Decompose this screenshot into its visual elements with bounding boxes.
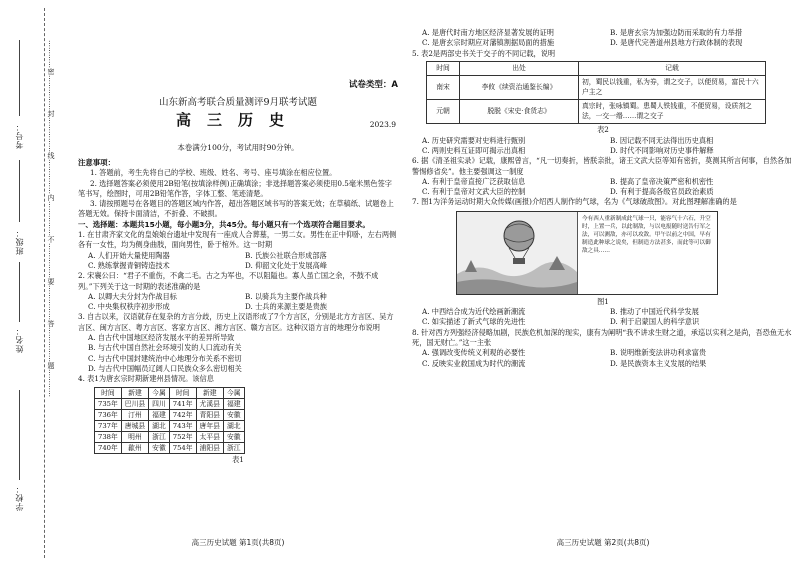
notice-1: 1. 答题前，考生先将自己的学校、班级、姓名、考号、座号填涂在相应位置。 — [90, 168, 337, 178]
binding-strip — [0, 0, 66, 566]
balloon-illustration — [457, 212, 577, 294]
figure-1-caption: 图1 — [597, 296, 609, 306]
table-1-header — [95, 387, 245, 398]
table-cell: 南宋 — [427, 76, 460, 100]
page-2 — [412, 0, 794, 566]
q2-option-a[interactable]: A. 以卿大夫分封为作战目标 — [88, 291, 177, 301]
q2-option-d[interactable]: D. 士兵的来源主要是贵族 — [245, 302, 327, 312]
q3-options — [78, 333, 398, 374]
q1-stem: 1. 在甘肃齐家文化的皇娘娘台遗址中发现有一座成人合葬墓，一男二女。男性在正中仰卧，左右两侧各有一女性，均为侧身曲肢，面向男性，卧于棺外。这一时期 — [78, 230, 397, 250]
t2-h-time: 时间 — [427, 61, 460, 76]
page-1-body — [78, 158, 398, 465]
q4-option-d[interactable]: D. 是唐代完善道州县地方行政体制的表现 — [610, 38, 743, 48]
exam-date: 2023.9 — [369, 120, 396, 129]
q1-options — [78, 251, 398, 272]
q3-option-b[interactable]: B. 与古代中国自然社会环境引发的人口流动有关 — [88, 343, 242, 353]
table-row — [95, 420, 245, 431]
q7-option-a[interactable]: A. 中西结合成为近代绘画新潮流 — [422, 307, 526, 317]
table-cell: 737年 — [95, 420, 122, 431]
q3-stem: 3. 自古以来，汉语就存在复杂的方言分歧，历史上汉语形成了7个方言区，分别是北方方言区、吴方言区、闽方言区、粤方言区、客家方言区、湘方言区、赣方言区。这种汉语方言的地理分布说明 — [78, 312, 394, 332]
table-cell: 743年 — [169, 420, 196, 431]
page-2-body — [412, 28, 794, 369]
table-cell: 李攸《续资治通鉴长编》 — [460, 76, 579, 100]
q5-option-a[interactable]: A. 历史研究需要对史料进行甄别 — [422, 135, 526, 145]
q3-option-c[interactable]: C. 与古代中国封建统治中心地理分布关系不密切 — [88, 353, 242, 363]
table-row — [95, 398, 245, 409]
q7-option-c[interactable]: C. 如实描述了新式气球的先进性 — [422, 317, 526, 327]
table-cell: 736年 — [95, 409, 122, 420]
q6-stem: 6. 据《清圣祖实录》记载，康熙曾言，“凡一切奏折，皆朕亲批，诸王文武大臣等知有密折，莫测其所言何事，自然各加警惕修省矣”。他主要强调这一制度 — [412, 156, 792, 176]
q8-options — [412, 348, 794, 369]
table-cell: 四川 — [149, 398, 170, 409]
q2-option-c[interactable]: C. 中央集权秩序初步形成 — [88, 302, 170, 312]
page-1-footer: 高三历史试题 第1页(共8页) — [191, 538, 285, 547]
notice-3: 3. 请按照题号在各题目的答题区域内作答，超出答题区域书写的答案无效；在草稿纸、试题卷上答题无效。保持卡面清洁，不折叠、不破损。 — [78, 199, 394, 219]
table-cell: 738年 — [95, 431, 122, 442]
table-cell: 浙江 — [223, 442, 244, 453]
exam-number-label: 考号： — [15, 122, 24, 149]
q6-option-b[interactable]: B. 提高了皇帝决策严密和机密性 — [610, 176, 714, 186]
table-cell: 浦阳县 — [196, 442, 223, 453]
table-cell: 735年 — [95, 398, 122, 409]
paper-type: 试卷类型：A — [348, 80, 398, 90]
table-1 — [94, 387, 245, 454]
table-cell: 安徽 — [149, 442, 170, 453]
t1-h-new-2: 新建 — [196, 387, 223, 398]
exam-title: 山东新高考联合质量测评9月联考试题 — [158, 97, 318, 108]
q2-stem: 2. 宋襄公曰：“君子不重伤，不禽二毛。古之为军也，不以阻隘也。寡人虽亡国之余，不鼓不成列。”下列关于这一时期的表述准确的是 — [78, 271, 379, 291]
table-2 — [426, 61, 766, 125]
table-cell: 巴川县 — [121, 398, 148, 409]
t1-h-time-2: 时间 — [169, 387, 196, 398]
table-row — [95, 442, 245, 453]
t1-h-time-1: 时间 — [95, 387, 122, 398]
q7-stem: 7. 图1为洋务运动时期大众传媒(画报)介绍西人制作的气球，名为《气球破敌图》。对此图理解准确的是 — [412, 197, 737, 207]
table-row — [95, 409, 245, 420]
t1-h-now-1: 今属 — [149, 387, 170, 398]
q1-option-b[interactable]: B. 氏族公社联合形成部落 — [245, 250, 327, 260]
table-cell: 歙州 — [121, 442, 148, 453]
table-cell: 752年 — [169, 431, 196, 442]
q4-options — [412, 28, 794, 49]
table-cell: 汀州 — [121, 409, 148, 420]
q6-option-c[interactable]: C. 有利于皇帝对文武大臣的控制 — [422, 187, 526, 197]
q8-option-d[interactable]: D. 是民族资本主义发展的结果 — [610, 358, 707, 368]
page-1 — [78, 0, 398, 566]
balloon-engraving — [457, 212, 578, 294]
table-cell: 754年 — [169, 442, 196, 453]
class-field[interactable] — [19, 160, 20, 222]
notice-heading: 注意事项： — [78, 158, 115, 167]
t2-h-source: 出处 — [460, 61, 579, 76]
table-cell: 湖北 — [223, 420, 244, 431]
table-cell: 太平县 — [196, 431, 223, 442]
table-cell: 湖北 — [149, 420, 170, 431]
table-cell: 脱脱《宋史·食货志》 — [460, 100, 579, 124]
table-cell: 福建 — [149, 409, 170, 420]
q3-option-a[interactable]: A. 自古代中国地区经济发展水平的差异所导致 — [88, 333, 235, 343]
q7-option-b[interactable]: B. 推动了中国近代科学发展 — [610, 307, 699, 317]
table-2-caption: 表2 — [597, 125, 609, 135]
q4-option-c[interactable]: C. 是唐玄宗时期应对藩镇割据局面的措施 — [422, 38, 555, 48]
table-cell: 初，蜀民以钱重，私为券，谓之交子，以便贸易，富民十六户主之 — [579, 76, 766, 100]
q5-stem: 5. 表2是两部史书关于交子的不同记载，说明 — [412, 48, 556, 58]
q4-option-b[interactable]: B. 是唐玄宗为加强边防而采取的有力举措 — [610, 28, 743, 37]
table-1-caption: 表1 — [232, 454, 244, 464]
figure-1 — [456, 211, 718, 295]
table-cell: 742年 — [169, 409, 196, 420]
q5-option-b[interactable]: B. 因记载不同无法得出历史真相 — [610, 135, 714, 145]
q5-option-c[interactable]: C. 两则史料互证即可揭示出真相 — [422, 145, 526, 155]
q7-options — [412, 307, 794, 328]
name-label: 姓名： — [15, 326, 24, 353]
school-label: 学校： — [15, 484, 24, 511]
q4-option-a[interactable]: A. 是唐代时南方地区经济显著发展的证明 — [422, 28, 554, 37]
table-cell: 青阳县 — [196, 409, 223, 420]
table-cell: 元朝 — [427, 100, 460, 124]
section-heading: 一、选择题：本题共15小题，每小题3分，共45分。每小题只有一个选项符合题目要求。 — [78, 219, 370, 229]
t1-h-now-2: 今属 — [223, 387, 244, 398]
t1-h-new-1: 新建 — [121, 387, 148, 398]
table-row — [427, 100, 766, 124]
q1-option-a[interactable]: A. 人们开始大量使用陶器 — [88, 250, 170, 260]
table-cell: 安徽 — [223, 409, 244, 420]
exam-number-field[interactable] — [19, 40, 20, 116]
q8-option-b[interactable]: B. 说明维新变法讲功利求富贵 — [610, 348, 707, 358]
name-field[interactable] — [19, 262, 20, 322]
table-2-header — [427, 61, 766, 76]
page-2-footer: 高三历史试题 第2页(共8页) — [556, 538, 650, 547]
q7-option-d[interactable]: D. 利于启蒙国人的科学意识 — [610, 317, 700, 327]
school-field[interactable] — [19, 390, 20, 480]
seal-dashed-line — [44, 8, 45, 558]
table-cell: 浙江 — [149, 431, 170, 442]
table-cell: 741年 — [169, 398, 196, 409]
q6-option-a[interactable]: A. 有利于皇帝直接广泛获取信息 — [422, 176, 526, 186]
q1-option-c[interactable]: C. 熟练掌握青铜铸造技术 — [88, 260, 170, 270]
figure-1-text: 今有西人重新制成此气球一只，能容气十六石，升空时，上置一兵，以此制敌，与以电报随时送告行军之法，可以测敌，亦可以攻敌。甲午以前之中国，早有制造此种球之说矣，但制造方法甚多，而此等可以御敌之具…… — [582, 215, 711, 254]
table-cell: 唐城县 — [121, 420, 148, 431]
table-cell: 安徽 — [223, 431, 244, 442]
q4-stem: 4. 表1为唐玄宗时期新建州县情况。该信息 — [78, 374, 214, 384]
table-cell: 尤溪县 — [196, 398, 223, 409]
score-note: 本卷满分100分，考试用时90分钟。 — [177, 143, 299, 152]
q5-option-d[interactable]: D. 时代不同影响对历史事件解释 — [610, 145, 714, 155]
subject-title: 高三历史 — [175, 111, 300, 129]
notice-2: 2. 选择题答案必须使用2B铅笔(按填涂样例)正确填涂；非选择题答案必须使用0.5毫米黑色签字笔书写，绘图时，可用2B铅笔作答，字体工整、笔迹清楚。 — [78, 178, 392, 198]
q8-stem: 8. 针对西方列强经济侵略加剧，民族危机加深的现实，康有为阐明“我不讲求生财之道，承巡以实利之是尚，吾恐鱼无水死，国无财亡。”这一主张 — [412, 327, 792, 347]
q1-option-d[interactable]: D. 仰韶文化处于发展高峰 — [245, 260, 327, 270]
table-cell: 明州 — [121, 431, 148, 442]
q6-option-d[interactable]: D. 有利于提高各级官员政治素质 — [610, 187, 714, 197]
q5-options — [412, 136, 794, 157]
table-cell: 真宗时，张咏镇蜀。患蜀人铁钱重，不便贸易，设质剂之法，一交一缗……谓之交子 — [579, 100, 766, 124]
table-cell: 740年 — [95, 442, 122, 453]
seal-notice: …………密……………封……………线……………内……………不……………要……………答……………题………… — [47, 40, 55, 397]
table-cell: 唐年县 — [196, 420, 223, 431]
table-row — [427, 76, 766, 100]
q8-option-a[interactable]: A. 强调改变传统义利观的必要性 — [422, 348, 526, 358]
table-cell: 福建 — [223, 398, 244, 409]
t2-h-record: 记载 — [579, 61, 766, 76]
q6-options — [412, 177, 794, 198]
class-label: 班级： — [15, 228, 24, 255]
q2-options — [78, 292, 398, 313]
q2-option-b[interactable]: B. 以骑兵为主要作战兵种 — [245, 291, 327, 301]
table-row — [95, 431, 245, 442]
q3-option-d[interactable]: D. 与古代中国幅员辽阔人口民族众多么密切相关 — [88, 363, 242, 373]
q8-option-c[interactable]: C. 反映实业救国成为时代的潮流 — [422, 358, 526, 368]
